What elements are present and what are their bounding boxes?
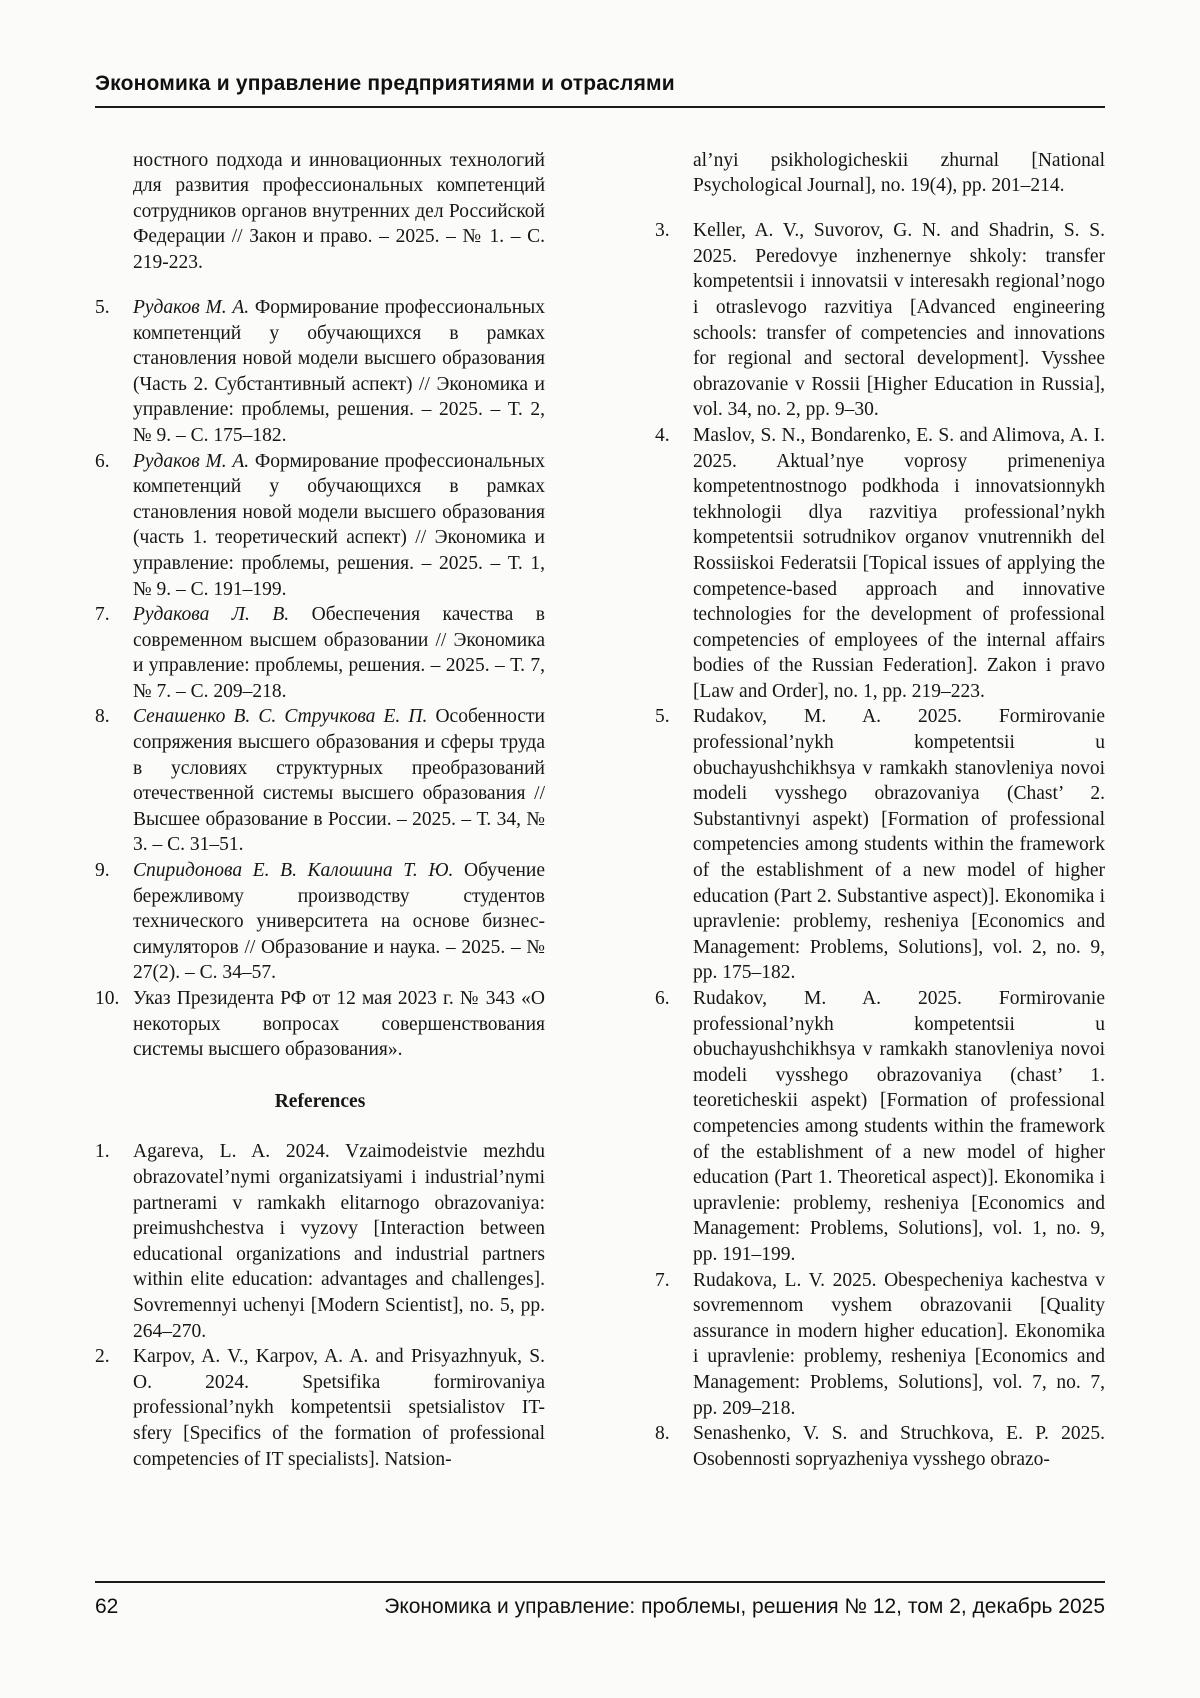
reference-item <box>655 1421 1105 1472</box>
reference-item <box>655 704 1105 986</box>
header-rule <box>95 106 1105 108</box>
reference-number: 7. <box>95 604 110 626</box>
reference-text: Обеспечения качества в современном высшем образовании // Экономика и управление: проблемы, решения. – 2025. – Т. 7, № 7. – С. 209–218. <box>133 604 545 702</box>
reference-item <box>655 986 1105 1268</box>
reference-number: 9. <box>95 860 110 882</box>
page-number: 62 <box>95 1595 119 1618</box>
footer-rule <box>95 1581 1105 1583</box>
reference-text: Формирование профессиональных компетенций у обучающихся в рамках становления новой модели высшего образования (Часть 2. Субстантивный аспект) // Экономика и управление: проблемы, решения. – 2025. – Т. 2, № 9. – С. 175–182. <box>133 296 545 446</box>
reference-author: Рудаков М. А. <box>133 296 250 318</box>
reference-number: 3. <box>655 220 670 242</box>
reference-item <box>655 423 1105 705</box>
reference-number: 7. <box>655 1269 670 1291</box>
reference-item <box>95 449 545 603</box>
reference-text: Формирование профессиональных компетенций у обучающихся в рамках становления новой модели высшего образования (часть 1. теоретический аспект) // Экономика и управление: проблемы, решения. – 2025. – Т. 1, № 9. – С. 191–199. <box>133 450 545 600</box>
left-column <box>95 128 545 1576</box>
section-title: Экономика и управление предприятиями и отраслями <box>95 72 675 95</box>
reference-text: Rudakov, M. A. 2025. Formirovanie professional’nykh kompetentsii u obuchayushchikhsya v ramkakh stanovleniya novoi modeli vysshego obrazovaniya (Chast’ 2. Substantivnyi aspekt) [Formation of professional competencies among students within the framework of the establishment of a new model of higher education (Part 2. Substantive aspect)]. Ekonomika i upravlenie: problemy, resheniya [Economics and Management: Problems, Solutions], vol. 2, no. 9, pp. 175–182. <box>693 706 1105 984</box>
reference-number: 2. <box>95 1346 110 1368</box>
reference-text: Karpov, A. V., Karpov, A. A. and Prisyazhnyuk, S. O. 2024. Spetsifika formirovaniya professional’nykh kompetentsii spetsialistov IT-sfery [Specifics of the formation of professional competencies of IT specialists]. Natsion- <box>133 1346 545 1470</box>
reference-number: 1. <box>95 1141 110 1163</box>
reference-item <box>95 858 545 986</box>
reference-number: 5. <box>655 706 670 728</box>
reference-item <box>655 1268 1105 1422</box>
reference-author: Рудакова Л. В. <box>133 604 290 626</box>
footer-row <box>95 1595 1105 1619</box>
right-column <box>655 128 1105 1576</box>
reference-text: Rudakov, M. A. 2025. Formirovanie professional’nykh kompetentsii u obuchayushchikhsya v ramkakh stanovleniya novoi modeli vysshego obrazovaniya (chast’ 1. teoreticheskii aspekt) [Formation of professional competencies among students within the framework of the establishment of a new model of higher education (Part 1. Theoretical aspect)]. Ekonomika i upravlenie: problemy, resheniya [Economics and Management: Problems, Solutions], vol. 1, no. 9, pp. 191–199. <box>693 988 1105 1265</box>
reference-text: Rudakova, L. V. 2025. Obespecheniya kachestva v sovremennom vyshem obrazovanii [Quality assurance in modern higher education]. Ekonomika i upravlenie: problemy, resheniya [Economics and Management: Problems, Solutions], vol. 7, no. 7, pp. 209–218. <box>693 1269 1105 1419</box>
reference-text: Agareva, L. A. 2024. Vzaimodeistvie mezhdu obrazovatel’nymi organizatsiyami i industrial’nymi partnerami v ramkakh elitarnogo obrazovaniya: preimushchestva i vyzovy [Interaction between educational organizations and industrial partners within elite education: advantages and challenges]. Sovremennyi uchenyi [Modern Scientist], no. 5, pp. 264–270. <box>133 1141 545 1342</box>
two-column-body <box>95 128 1105 1576</box>
reference-number: 4. <box>655 424 670 446</box>
reference-item <box>95 295 545 449</box>
reference-item <box>95 1344 545 1472</box>
reference-continuation: ностного подхода и инновационных технологий для развития профессиональных компетенций сотрудников органов внутренних дел Российской Федерации // Закон и право. – 2025. – № 1. – С. 219-223. <box>133 149 545 273</box>
reference-number: 5. <box>95 296 110 318</box>
reference-item <box>655 218 1105 423</box>
reference-continuation: al’nyi psikhologicheskii zhurnal [National Psychological Journal], no. 19(4), pp. 201–214. <box>693 149 1105 197</box>
references-heading: References <box>274 1090 366 1112</box>
reference-number: 6. <box>655 988 670 1009</box>
reference-text: Senashenko, V. S. and Struchkova, E. P. 2025. Osobennosti sopryazheniya vysshego obrazo- <box>693 1423 1105 1470</box>
reference-number: 8. <box>95 706 110 728</box>
reference-number: 6. <box>95 450 110 472</box>
reference-text: Указ Президента РФ от 12 мая 2023 г. № 343 «О некоторых вопросах совершенствования системы высшего образования». <box>133 988 545 1061</box>
reference-item <box>95 986 545 1063</box>
running-header <box>95 72 1105 108</box>
reference-text: Maslov, S. N., Bondarenko, E. S. and Alimova, A. I. 2025. Aktual’nye voprosy primeneniya kompetentnostnogo podkhoda i innovatsionnykh tekhnologii dlya razvitiya professional’nykh kompetentsii sotrudnikov organov vnutrennikh del Rossiiskoi Federatsii [Topical issues of applying the competence-based approach and innovative technologies for the development of professional competencies of employees of the internal affairs bodies of the Russian Federation]. Zakon i pravo [Law and Order], no. 1, pp. 219–223. <box>693 424 1105 702</box>
reference-item <box>95 704 545 858</box>
reference-author: Спиридонова Е. В. Калошина Т. Ю. <box>133 860 454 882</box>
reference-author: Рудаков М. А. <box>133 450 250 472</box>
reference-item <box>95 602 545 704</box>
page-footer <box>95 1581 1105 1619</box>
reference-item <box>95 1139 545 1344</box>
reference-text: Обучение бережливому производству студентов технического университета на основе бизнес-симуляторов // Образование и наука. – 2025. – № 27(2). – С. 34–57. <box>133 860 546 984</box>
reference-number: 10. <box>95 988 120 1009</box>
reference-number: 8. <box>655 1423 670 1445</box>
reference-text: Keller, A. V., Suvorov, G. N. and Shadrin, S. S. 2025. Peredovye inzhenernye shkoly: transfer kompetentsii i innovatsii v interesakh regional’nogo i otraslevogo razvitiya [Advanced engineering schools: transfer of competencies and innovations for regional and sectoral development]. Vysshee obrazovanie v Rossii [Higher Education in Russia], vol. 34, no. 2, pp. 9–30. <box>693 220 1105 421</box>
reference-author: Сенашенко В. С. Стручкова Е. П. <box>133 706 428 728</box>
reference-text: Особенности сопряжения высшего образования и сферы труда в условиях структурных преобразований отечественной системы высшего образования // Высшее образование в России. – 2025. – Т. 34, № 3. – С. 31–51. <box>133 706 545 856</box>
journal-line: Экономика и управление: проблемы, решения № 12, том 2, декабрь 2025 <box>384 1595 1105 1618</box>
